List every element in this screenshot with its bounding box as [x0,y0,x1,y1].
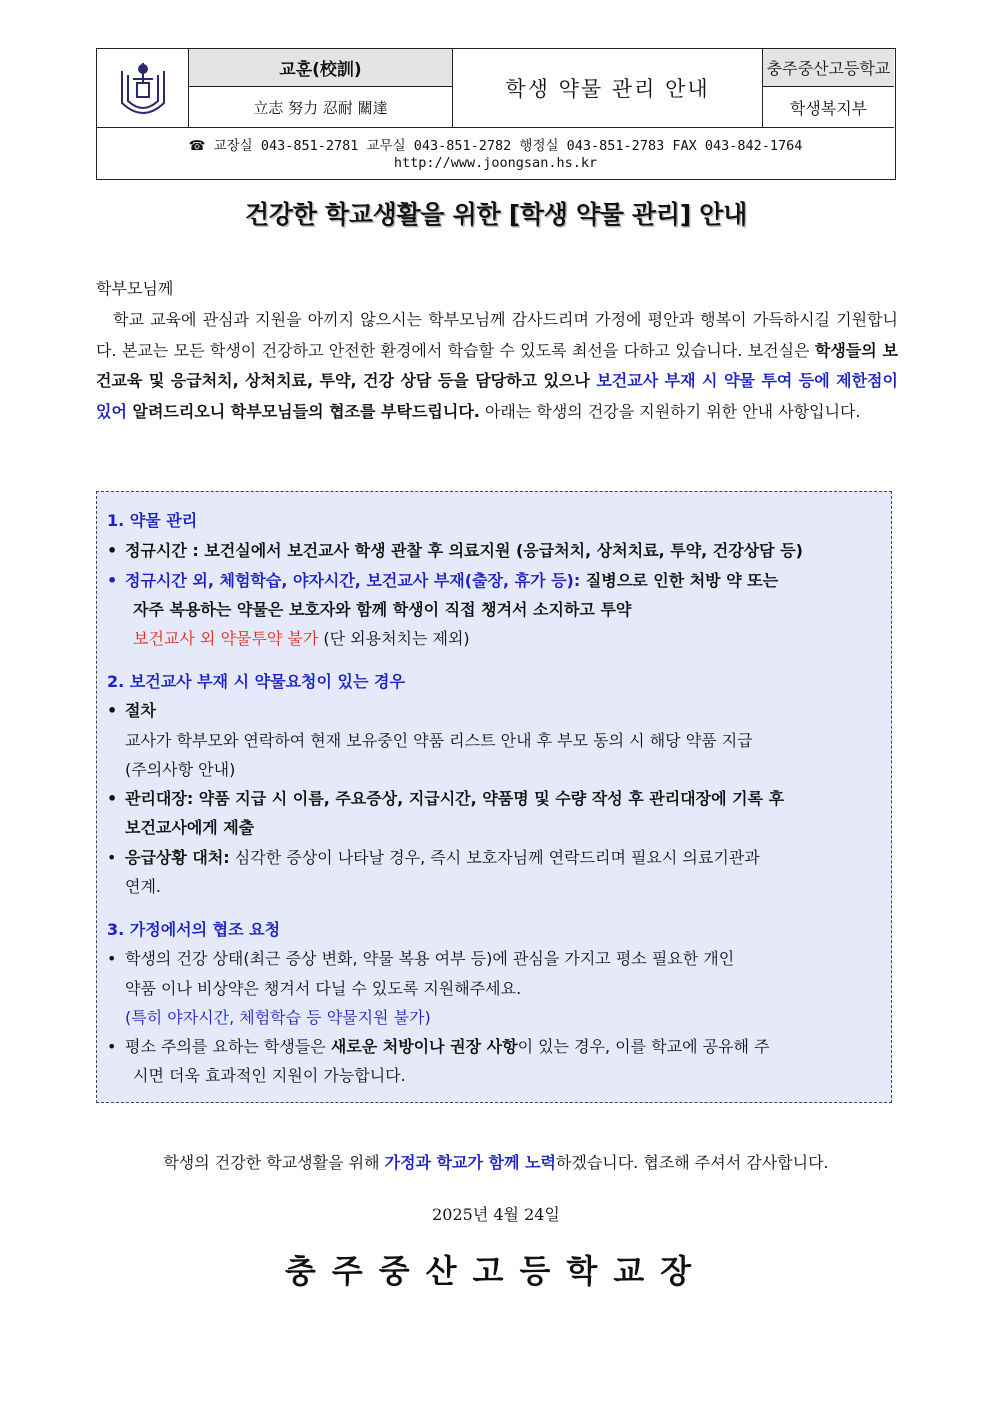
list-item: • 학생의 건강 상태(최근 증상 변화, 약물 복용 여부 등)에 관심을 가지고 평소 필요한 개인 [107,949,735,968]
s1-red-text: 보건교사 외 약물투약 불가 [133,629,319,648]
list-item: • 평소 주의를 요하는 학생들은 새로운 처방이나 권장 사항이 있는 경우, 이를 학교에 공유해 주 [107,1037,770,1056]
school-logo [97,49,189,127]
contact-info [97,127,894,179]
motto-heading: 교훈(校訓) [189,49,453,87]
list-item-continued: 연계. [125,877,161,896]
list-item: • 응급상황 대처: 심각한 증상이 나타날 경우, 즉시 보호자님께 연락드리며 필요시 의료기관과 [107,848,760,867]
closing-remark: 학생의 건강한 학교생활을 위해 가정과 학교가 함께 노력하겠습니다. 협조해 주셔서 감사합니다. [163,1153,829,1172]
school-name: 충주중산고등학교 [763,49,894,87]
section-3-title: 3. 가정에서의 협조 요청 [107,920,281,939]
letterhead [96,48,896,180]
list-item-continued: 자주 복용하는 약물은 보호자와 함께 학생이 직접 챙겨서 소지하고 투약 [133,600,632,619]
website-link[interactable]: http://www.joongsan.hs.kr [393,155,598,171]
intro-text-2: 아래는 학생의 건강을 지원하기 위한 안내 사항입니다. [479,401,861,421]
school-emblem-icon [97,49,189,127]
document-title: 학생 약물 관리 안내 [453,49,763,127]
list-item-text: 교사가 학부모와 연락하여 현재 보유중인 약품 리스트 안내 후 부모 동의 시 해당 약품 지급 [125,731,753,750]
phone-numbers: 교장실 043-851-2781 교무실 043-851-2782 행정실 043-851-2783 FAX 043-842-1764 [213,138,803,154]
list-item: • 절차 [107,701,156,720]
document-date: 2025년 4월 24일 [432,1205,560,1224]
list-item-continued: 보건교사에게 제출 [125,818,255,837]
salutation: 학부모님께 [96,279,174,298]
intro-text-bold-2: 알려드리오니 학부모님들의 협조를 부탁드립니다. [126,401,480,421]
section-2-title: 2. 보건교사 부재 시 약물요청이 있는 경우 [107,672,405,691]
list-item-continued: 약품 이나 비상약은 챙겨서 다닐 수 있도록 지원해주세요. [125,979,522,998]
phone-icon: ☎ [188,138,206,154]
intro-text-1: 학교 교육에 관심과 지원을 아끼지 않으시는 학부모님께 감사드리며 가정에 평안과 행복이 가득하시길 기원합니다. 본교는 모든 학생이 건강하고 안전한 환경에서 학습할 수 있도록 최선을 다하고 있습니다. 보건실은 [96,310,898,360]
list-item: • 관리대장: 약품 지급 시 이름, 주요증상, 지급시간, 약품명 및 수량 작성 후 관리대장에 기록 후 [107,789,785,808]
closing-emphasis: 가정과 학교가 함께 노력 [384,1153,556,1172]
signer: 충주중산고등학교장 [284,1252,708,1290]
section-1-title: 1. 약물 관리 [107,511,198,530]
intro-text-bold-1: 학생들의 보건교육 및 응급처치, 상처치료, 투약, 건강 상담 등을 담당하고 있으나 [96,340,898,390]
list-item-note: (특히 야자시간, 체험학습 등 약물지원 불가) [125,1008,431,1027]
page-headline: 건강한 학교생활을 위한 [학생 약물 관리] 안내 [245,200,747,229]
school-motto: 立志 努力 忍耐 關達 [189,87,453,127]
phone-line [97,134,894,154]
department-name: 학생복지부 [789,98,868,118]
intro-paragraph [96,305,898,427]
list-item-continued: 시면 더욱 효과적인 지원이 가능합니다. [133,1066,406,1085]
list-item-note: 보건교사 외 약물투약 불가 (단 외용처치는 제외) [133,629,470,648]
list-item: • 정규시간 외, 체험학습, 야자시간, 보건교사 부재(출장, 휴가 등): 질병으로 인한 처방 약 또는 [107,571,779,590]
list-item-note: (주의사항 안내) [125,760,236,779]
intro-text-blue: 보건교사 부재 시 약물 투여 등에 제한점이 있어 [96,371,898,421]
guidance-box [96,491,892,1103]
list-item: • 정규시간 : 보건실에서 보건교사 학생 관찰 후 의료지원 (응급처치, 상처치료, 투약, 건강상담 등) [107,541,803,560]
s1-blue-text: 정규시간 외, 체험학습, 야자시간, 보건교사 부재(출장, 휴가 등): [125,571,581,590]
